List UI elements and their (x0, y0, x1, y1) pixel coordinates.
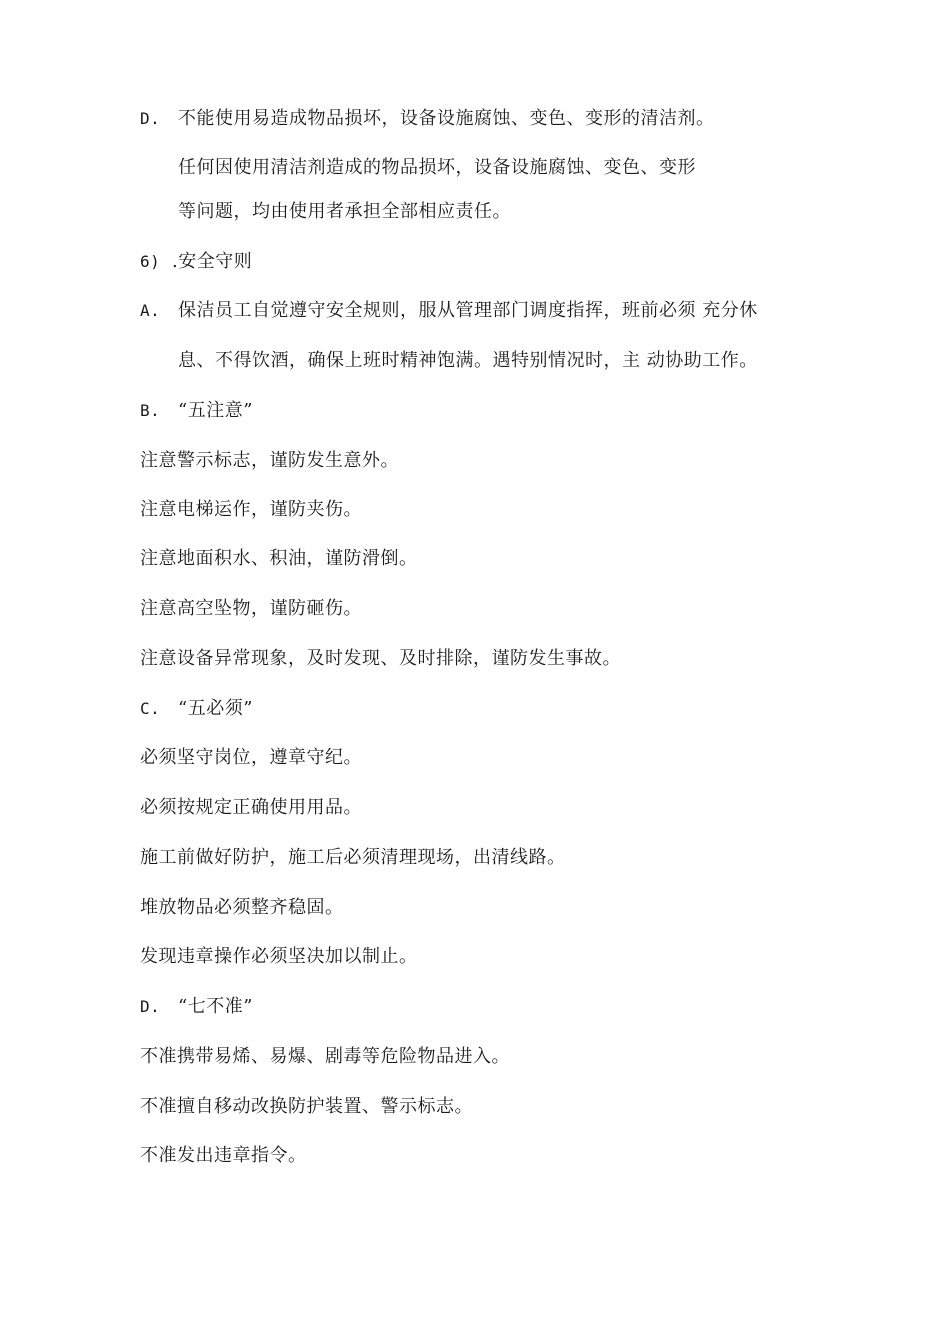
item-text: “七不准” (178, 996, 253, 1017)
item-d-cleaner-continuation-2: 等问题，均由使用者承担全部相应责任。 (178, 201, 511, 222)
section-heading-safety (140, 250, 252, 274)
item-b-heading (140, 399, 253, 423)
item-d-cleaner-continuation-1: 任何因使用清洁剂造成的物品损坏，设备设施腐蚀、变色、变形 (178, 157, 696, 178)
item-marker: C. (140, 699, 161, 718)
item-marker: B. (140, 401, 161, 420)
item-text: 不能使用易造成物品损坏，设备设施腐蚀、变色、变形的清洁剂。 (178, 108, 715, 129)
rule-line: 注意地面积水、积油，谨防滑倒。 (140, 548, 418, 569)
rule-line: 堆放物品必须整齐稳固。 (140, 897, 344, 918)
item-a (140, 299, 758, 323)
rule-line: 必须坚守岗位，遵章守纪。 (140, 747, 362, 768)
item-c-heading (140, 697, 253, 721)
item-d-heading (140, 995, 253, 1019)
item-a-continuation: 息、不得饮酒，确保上班时精神饱满。遇特别情况时，主 动协助工作。 (178, 350, 758, 371)
item-text: “五注意” (178, 400, 253, 421)
rule-line: 注意电梯运作，谨防夹伤。 (140, 499, 362, 520)
item-d-cleaner (140, 107, 715, 131)
rule-line: 不准发出违章指令。 (140, 1145, 307, 1166)
section-title: .安全守则 (172, 251, 253, 272)
rule-line: 不准携带易烯、易爆、剧毒等危险物品进入。 (140, 1046, 510, 1067)
rule-line: 发现违章操作必须坚决加以制止。 (140, 946, 418, 967)
rule-line: 注意警示标志，谨防发生意外。 (140, 450, 399, 471)
item-text: 保洁员工自觉遵守安全规则，服从管理部门调度指挥，班前必须 充分休 (178, 300, 758, 321)
item-marker: D. (140, 997, 161, 1016)
section-number: 6) (140, 252, 161, 271)
rule-line: 注意高空坠物，谨防砸伤。 (140, 598, 362, 619)
item-text: “五必须” (178, 698, 253, 719)
rule-line: 注意设备异常现象，及时发现、及时排除，谨防发生事故。 (140, 648, 621, 669)
item-marker: D. (140, 109, 161, 128)
rule-line: 施工前做好防护，施工后必须清理现场，出清线路。 (140, 847, 566, 868)
rule-line: 必须按规定正确使用用品。 (140, 797, 362, 818)
rule-line: 不准擅自移动改换防护装置、警示标志。 (140, 1096, 473, 1117)
item-marker: A. (140, 301, 161, 320)
